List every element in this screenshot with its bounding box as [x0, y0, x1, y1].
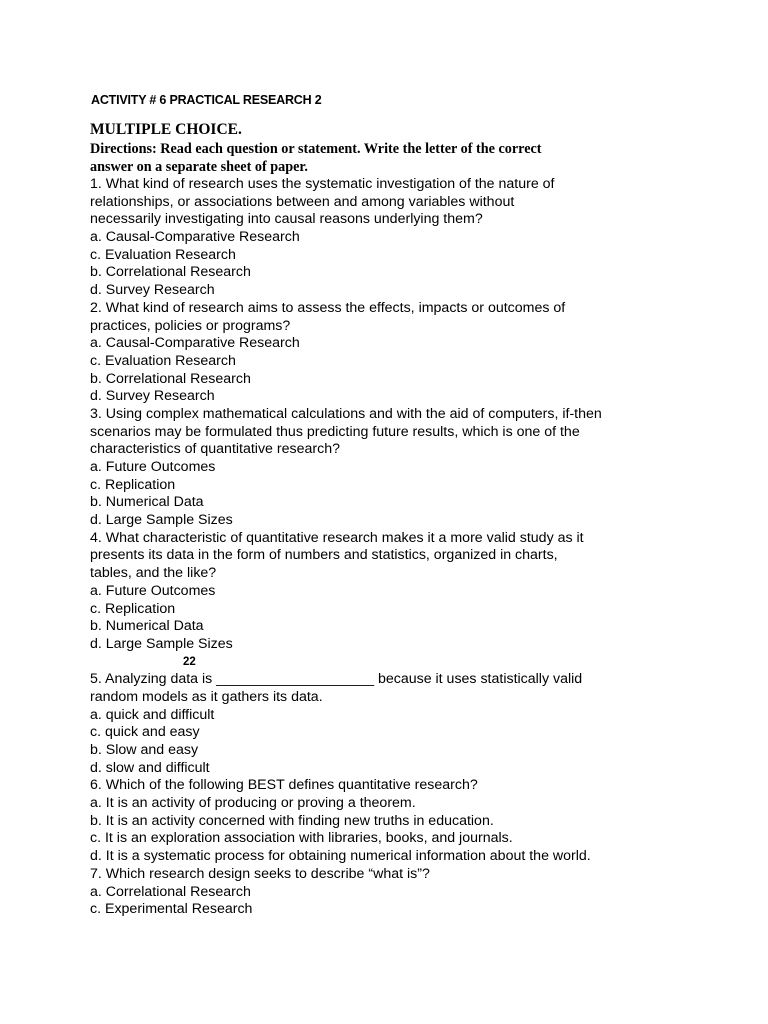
text-line: a. It is an activity of producing or proving a theorem.	[90, 795, 416, 812]
text-line: c. Evaluation Research	[90, 246, 236, 263]
text-line: d. Large Sample Sizes	[90, 635, 233, 652]
text-line: d. It is a systematic process for obtaining numerical information about the world.	[90, 848, 591, 865]
text-line: b. It is an activity concerned with finding new truths in education.	[90, 812, 494, 829]
text-line: d. Survey Research	[90, 282, 215, 299]
directions	[90, 140, 542, 176]
question-content	[90, 176, 710, 919]
directions-line: Directions: Read each question or statement. Write the letter of the correct	[90, 141, 542, 157]
text-line: 6. Which of the following BEST defines quantitative research?	[90, 777, 478, 794]
text-line: relationships, or associations between and among variables without	[90, 193, 515, 210]
page-number: 22	[183, 655, 196, 668]
text-line: 7. Which research design seeks to describe “what is”?	[90, 865, 430, 882]
text-line: presents its data in the form of numbers and statistics, organized in charts,	[90, 547, 558, 564]
text-line: 3. Using complex mathematical calculations and with the aid of computers, if-then	[90, 405, 602, 422]
text-line: necessarily investigating into causal reasons underlying them?	[90, 211, 483, 228]
directions-line: answer on a separate sheet of paper.	[90, 159, 308, 175]
text-line: b. Numerical Data	[90, 618, 204, 635]
text-line: c. Evaluation Research	[90, 352, 236, 369]
text-line: d. Survey Research	[90, 388, 215, 405]
text-line: c. Replication	[90, 600, 176, 617]
text-line: b. Slow and easy	[90, 742, 199, 758]
text-line: c. quick and easy	[90, 724, 200, 741]
text-line: practices, policies or programs?	[90, 317, 291, 334]
text-line: b. Numerical Data	[90, 494, 204, 511]
text-line: b. Correlational Research	[90, 264, 251, 281]
text-line: d. slow and difficult	[90, 759, 210, 776]
section-heading: MULTIPLE CHOICE.	[90, 121, 242, 138]
text-line: c. It is an exploration association with libraries, books, and journals.	[90, 830, 513, 847]
text-line: a. Causal-Comparative Research	[90, 229, 300, 246]
text-line: a. Correlational Research	[90, 883, 251, 900]
text-line: 1. What kind of research uses the systematic investigation of the nature of	[90, 176, 555, 192]
text-line: random models as it gathers its data.	[90, 688, 323, 705]
text-line: tables, and the like?	[90, 565, 217, 582]
text-line: a. Future Outcomes	[90, 459, 216, 475]
text-line: b. Correlational Research	[90, 370, 251, 387]
text-line: a. quick and difficult	[90, 706, 215, 723]
text-line: a. Causal-Comparative Research	[90, 335, 300, 352]
activity-title: ACTIVITY # 6 PRACTICAL RESEARCH 2	[91, 93, 322, 107]
text-line: 2. What kind of research aims to assess the effects, impacts or outcomes of	[90, 299, 566, 316]
text-line: d. Large Sample Sizes	[90, 512, 233, 529]
text-line: 4. What characteristic of quantitative research makes it a more valid study as it	[90, 529, 584, 546]
text-line: 5. Analyzing data is ____________________ because it uses statistically valid	[90, 671, 583, 688]
text-line: scenarios may be formulated thus predicting future results, which is one of the	[90, 423, 580, 440]
text-line: characteristics of quantitative research?	[90, 441, 340, 458]
text-line: c. Replication	[90, 476, 176, 493]
text-line: a. Future Outcomes	[90, 582, 216, 599]
text-line: c. Experimental Research	[90, 901, 253, 918]
